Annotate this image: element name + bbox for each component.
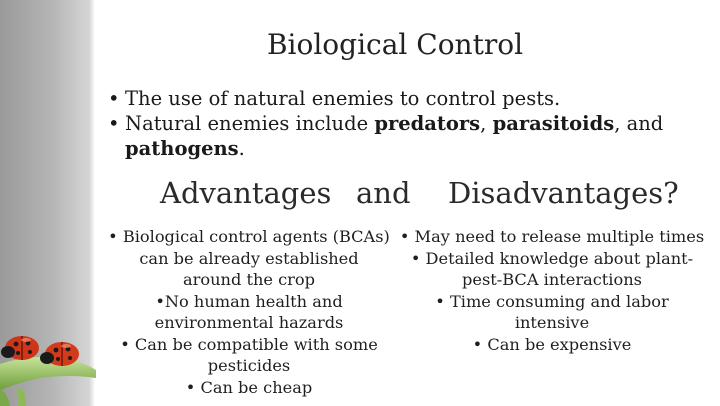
bullet-definition [108,86,688,111]
disadvantages-column [398,226,706,355]
subheading-advantages: Advantages [160,176,332,210]
advantages-column [108,226,390,398]
advantage-item: • Can be cheap [185,377,313,397]
bullet-marker: • [108,112,120,135]
leaf-stem [0,388,10,406]
ladybugs-on-leaf-image [0,318,96,406]
disadvantage-item: • May need to release multiple times [399,227,705,246]
bullet-text: The use of natural enemies to control pests. [125,87,561,110]
subheading-and: and [356,176,411,210]
bullet-lead-text: Natural enemies include [125,112,375,135]
term-pathogens: pathogens [125,137,239,160]
ladybug-1 [1,336,39,360]
disadvantage-item: • Can be expensive [472,334,632,354]
advantage-item: • Biological control agents (BCAs) can be already established around the crop [108,227,390,289]
advantage-item: • Can be compatible with some pesticides [120,334,378,375]
intro-bullet-list [108,86,688,161]
term-predators: predators [374,112,481,135]
bullet-natural-enemies [108,111,688,161]
disadvantage-item: • Time consuming and labor intensive [435,291,669,332]
slide-title: Biological Control [266,28,524,61]
subheading-disadvantages: Disadvantages? [448,176,679,210]
advantage-item: •No human health and environmental hazards [154,291,344,332]
bullet-marker: • [108,87,120,110]
disadvantage-item: • Detailed knowledge about plant-pest-BCA interactions [410,248,694,289]
separator: , and [614,112,664,135]
separator: , [480,112,493,135]
terminal-period: . [238,137,245,160]
ladybug-2 [40,342,79,366]
term-parasitoids: parasitoids [492,112,615,135]
